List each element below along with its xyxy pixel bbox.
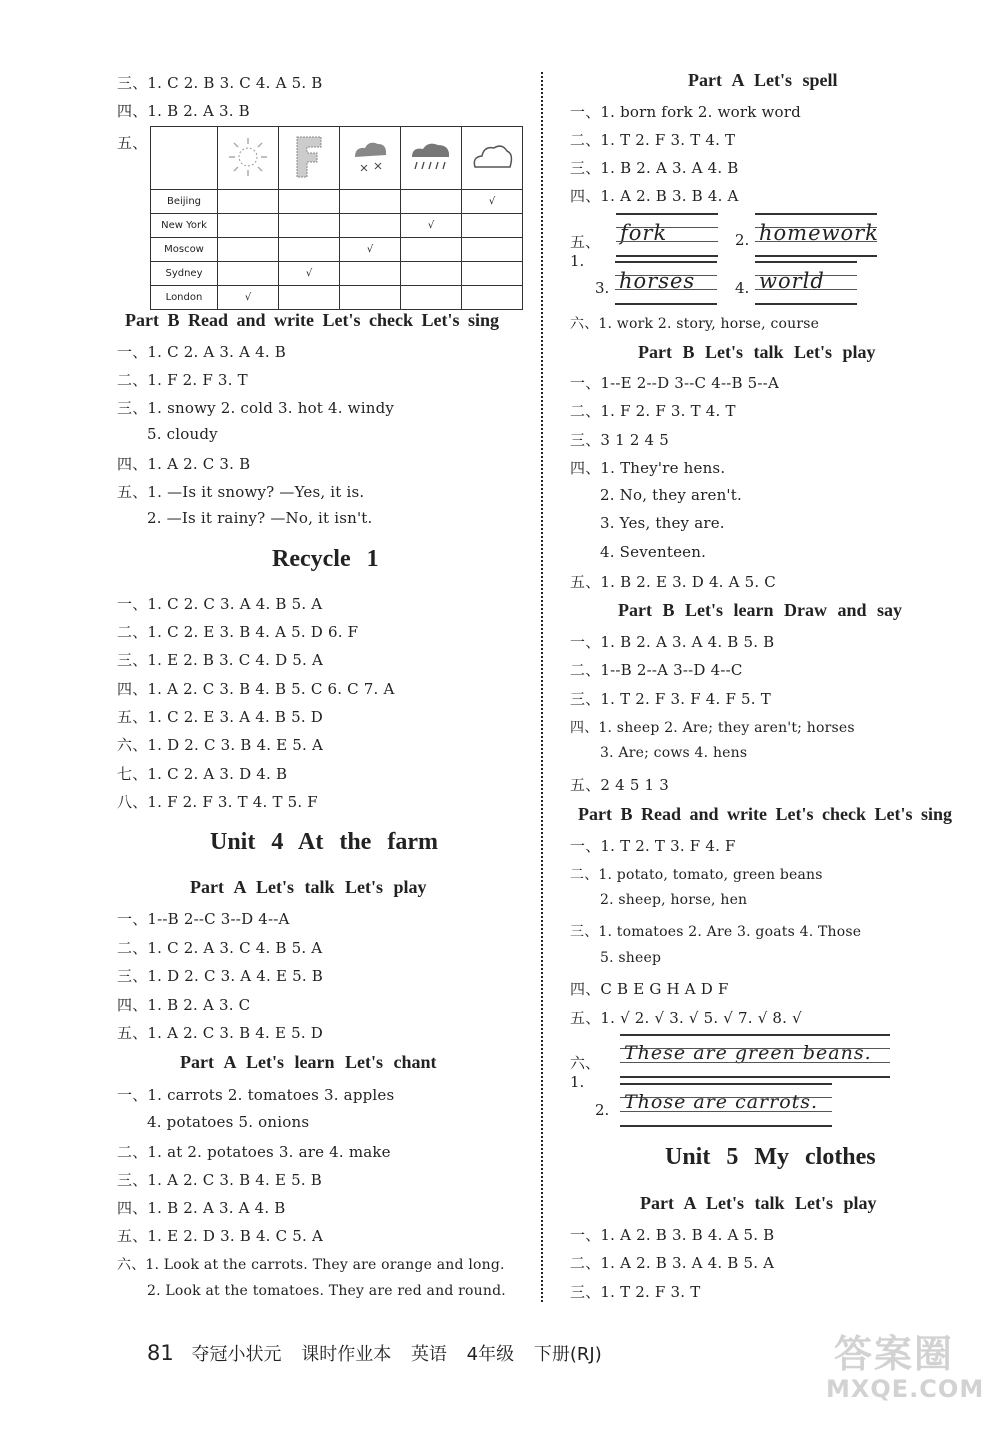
answer-line: 4. Seventeen. xyxy=(600,543,707,561)
answer-line: 五、1. C 2. E 3. A 4. B 5. D xyxy=(117,708,323,726)
writing-label: 3. xyxy=(595,279,610,297)
answer-line: 二、1. F 2. F 3. T xyxy=(117,371,248,389)
answer-line: 四、1. sheep 2. Are; they aren't; horses xyxy=(570,720,855,736)
unit-title: Unit 4 At the farm xyxy=(210,829,438,855)
snowy-icon xyxy=(340,127,401,190)
city-cell: Moscow xyxy=(151,238,218,262)
weather-table xyxy=(150,126,523,310)
answer-line: 三、1. T 2. F 3. T xyxy=(570,1283,701,1301)
answer-line: 3. Are; cows 4. hens xyxy=(600,745,748,761)
page-number: 81 xyxy=(147,1341,174,1365)
section-heading: Part B Let's talk Let's play xyxy=(638,342,876,362)
check-mark: √ xyxy=(462,190,523,214)
answer-line: 二、1. F 2. F 3. T 4. T xyxy=(570,402,736,420)
check-mark: √ xyxy=(401,214,462,238)
answer-line: 3. Yes, they are. xyxy=(600,514,725,532)
watermark xyxy=(820,1323,985,1409)
sunny-icon xyxy=(218,127,279,190)
answer-line: 三、1. T 2. F 3. F 4. F 5. T xyxy=(570,690,771,708)
answer-line: 二、1. T 2. F 3. T 4. T xyxy=(570,131,736,149)
column-divider xyxy=(541,72,543,1302)
answer-line: 一、1. T 2. T 3. F 4. F xyxy=(570,837,736,855)
watermark-text: MXQE.COM xyxy=(826,1375,985,1403)
answer-line: 二、1. C 2. A 3. C 4. B 5. A xyxy=(117,939,323,957)
answer-line: 4. potatoes 5. onions xyxy=(147,1113,310,1131)
handwritten-sentence: Those are carrots. xyxy=(624,1091,819,1113)
handwritten-sentence: These are green beans. xyxy=(624,1042,872,1064)
answer-line: 一、1. born fork 2. work word xyxy=(570,103,801,121)
section-heading: Part A Let's learn Let's chant xyxy=(180,1052,437,1072)
answer-line: 一、1. carrots 2. tomatoes 3. apples xyxy=(117,1086,395,1104)
answer-line: 六、1. work 2. story, horse, course xyxy=(570,316,820,332)
answer-line: 二、1. potato, tomato, green beans xyxy=(570,867,823,883)
section-heading: Part A Let's spell xyxy=(688,70,838,90)
writing-label: 2. xyxy=(735,231,750,249)
city-cell: Sydney xyxy=(151,262,218,286)
answer-line: 四、1. B 2. A 3. C xyxy=(117,996,251,1014)
answer-line: 二、1. C 2. E 3. B 4. A 5. D 6. F xyxy=(117,623,359,641)
answer-line: 四、C B E G H A D F xyxy=(570,980,729,998)
city-cell: New York xyxy=(151,214,218,238)
check-mark: √ xyxy=(340,238,401,262)
answer-line: 一、1. C 2. C 3. A 4. B 5. A xyxy=(117,595,323,613)
unit-title: Unit 5 My clothes xyxy=(665,1144,876,1170)
footer-item: 课时作业本 xyxy=(301,1344,392,1365)
footer-item: 英语 xyxy=(410,1344,447,1365)
footer-item: 夺冠小状元 xyxy=(191,1344,282,1365)
answer-line: 二、1. at 2. potatoes 3. are 4. make xyxy=(117,1143,391,1161)
answer-line: 六、1. Look at the carrots. They are orange and long. xyxy=(117,1257,505,1273)
answer-line: 四、1. A 2. B 3. B 4. A xyxy=(570,187,739,205)
footer-item: 下册(RJ) xyxy=(533,1344,602,1365)
answer-line: 二、1--B 2--A 3--D 4--C xyxy=(570,661,743,679)
footer-item: 4年级 xyxy=(466,1344,515,1365)
answer-line: 二、1. A 2. B 3. A 4. B 5. A xyxy=(570,1254,775,1272)
answer-line: 三、1. tomatoes 2. Are 3. goats 4. Those xyxy=(570,924,862,940)
check-mark: √ xyxy=(218,286,279,310)
answer-line: 5. cloudy xyxy=(147,425,218,443)
check-mark: √ xyxy=(279,262,340,286)
answer-line: 一、1. A 2. B 3. B 4. A 5. B xyxy=(570,1226,775,1244)
answer-line: 五、1. B 2. E 3. D 4. A 5. C xyxy=(570,573,776,591)
answer-line: 五、 xyxy=(117,134,148,152)
city-cell: London xyxy=(151,286,218,310)
answer-line: 八、1. F 2. F 3. T 4. T 5. F xyxy=(117,793,318,811)
section-heading: Part B Let's learn Draw and say xyxy=(618,600,902,620)
windy-icon xyxy=(279,127,340,190)
answer-line: 三、1. C 2. B 3. C 4. A 5. B xyxy=(117,74,323,92)
answer-line: 三、1. D 2. C 3. A 4. E 5. B xyxy=(117,967,323,985)
answer-line: 2. No, they aren't. xyxy=(600,486,742,504)
writing-label: 4. xyxy=(735,279,750,297)
answer-line: 五、1. √ 2. √ 3. √ 5. √ 7. √ 8. √ xyxy=(570,1009,802,1027)
writing-label: 五、1. xyxy=(570,233,601,270)
cloudy-icon xyxy=(462,127,523,190)
rainy-icon xyxy=(401,127,462,190)
answer-line: 五、1. —Is it snowy? —Yes, it is. xyxy=(117,483,365,501)
answer-line: 六、1. D 2. C 3. B 4. E 5. A xyxy=(117,736,323,754)
handwritten-word: fork xyxy=(620,221,668,245)
handwritten-word: horses xyxy=(619,269,696,293)
answer-line: 四、1. B 2. A 3. B xyxy=(117,102,250,120)
answer-line: 四、1. A 2. C 3. B 4. B 5. C 6. C 7. A xyxy=(117,680,395,698)
answer-line: 七、1. C 2. A 3. D 4. B xyxy=(117,765,288,783)
section-heading: Part A Let's talk Let's play xyxy=(190,877,427,897)
answer-line: 三、3 1 2 4 5 xyxy=(570,431,669,449)
handwritten-word: homework xyxy=(759,221,879,245)
answer-line: 2. —Is it rainy? —No, it isn't. xyxy=(147,509,373,527)
answer-line: 三、1. E 2. B 3. C 4. D 5. A xyxy=(117,651,323,669)
answer-line: 一、1. B 2. A 3. A 4. B 5. B xyxy=(570,633,775,651)
answer-line: 四、1. They're hens. xyxy=(570,459,726,477)
answer-line: 五、1. A 2. C 3. B 4. E 5. D xyxy=(117,1024,323,1042)
answer-line: 五、2 4 5 1 3 xyxy=(570,776,669,794)
answer-line: 四、1. A 2. C 3. B xyxy=(117,455,251,473)
answer-line: 一、1. C 2. A 3. A 4. B xyxy=(117,343,286,361)
section-heading: Part B Read and write Let's check Let's sing xyxy=(125,310,499,330)
answer-line: 5. sheep xyxy=(600,950,662,966)
section-heading: Part A Let's talk Let's play xyxy=(640,1193,877,1213)
answer-line: 一、1--E 2--D 3--C 4--B 5--A xyxy=(570,374,779,392)
city-cell: Beijing xyxy=(151,190,218,214)
answer-line: 一、1--B 2--C 3--D 4--A xyxy=(117,910,290,928)
answer-line: 三、1. B 2. A 3. A 4. B xyxy=(570,159,739,177)
answer-line: 三、1. A 2. C 3. B 4. E 5. B xyxy=(117,1171,322,1189)
writing-label: 2. xyxy=(595,1101,610,1119)
writing-label: 六、1. xyxy=(570,1054,601,1091)
answer-line: 四、1. B 2. A 3. A 4. B xyxy=(117,1199,286,1217)
table-corner xyxy=(151,127,218,190)
answer-line: 2. Look at the tomatoes. They are red and round. xyxy=(147,1283,506,1299)
answer-line: 五、1. E 2. D 3. B 4. C 5. A xyxy=(117,1227,323,1245)
answer-line: 三、1. snowy 2. cold 3. hot 4. windy xyxy=(117,399,395,417)
watermark-text: 答案圈 xyxy=(834,1332,955,1376)
section-heading: Part B Read and write Let's check Let's sing xyxy=(578,804,952,824)
section-title: Recycle 1 xyxy=(272,546,379,572)
page-footer xyxy=(147,1340,616,1366)
handwritten-word: world xyxy=(759,269,825,293)
answer-line: 2. sheep, horse, hen xyxy=(600,892,748,908)
